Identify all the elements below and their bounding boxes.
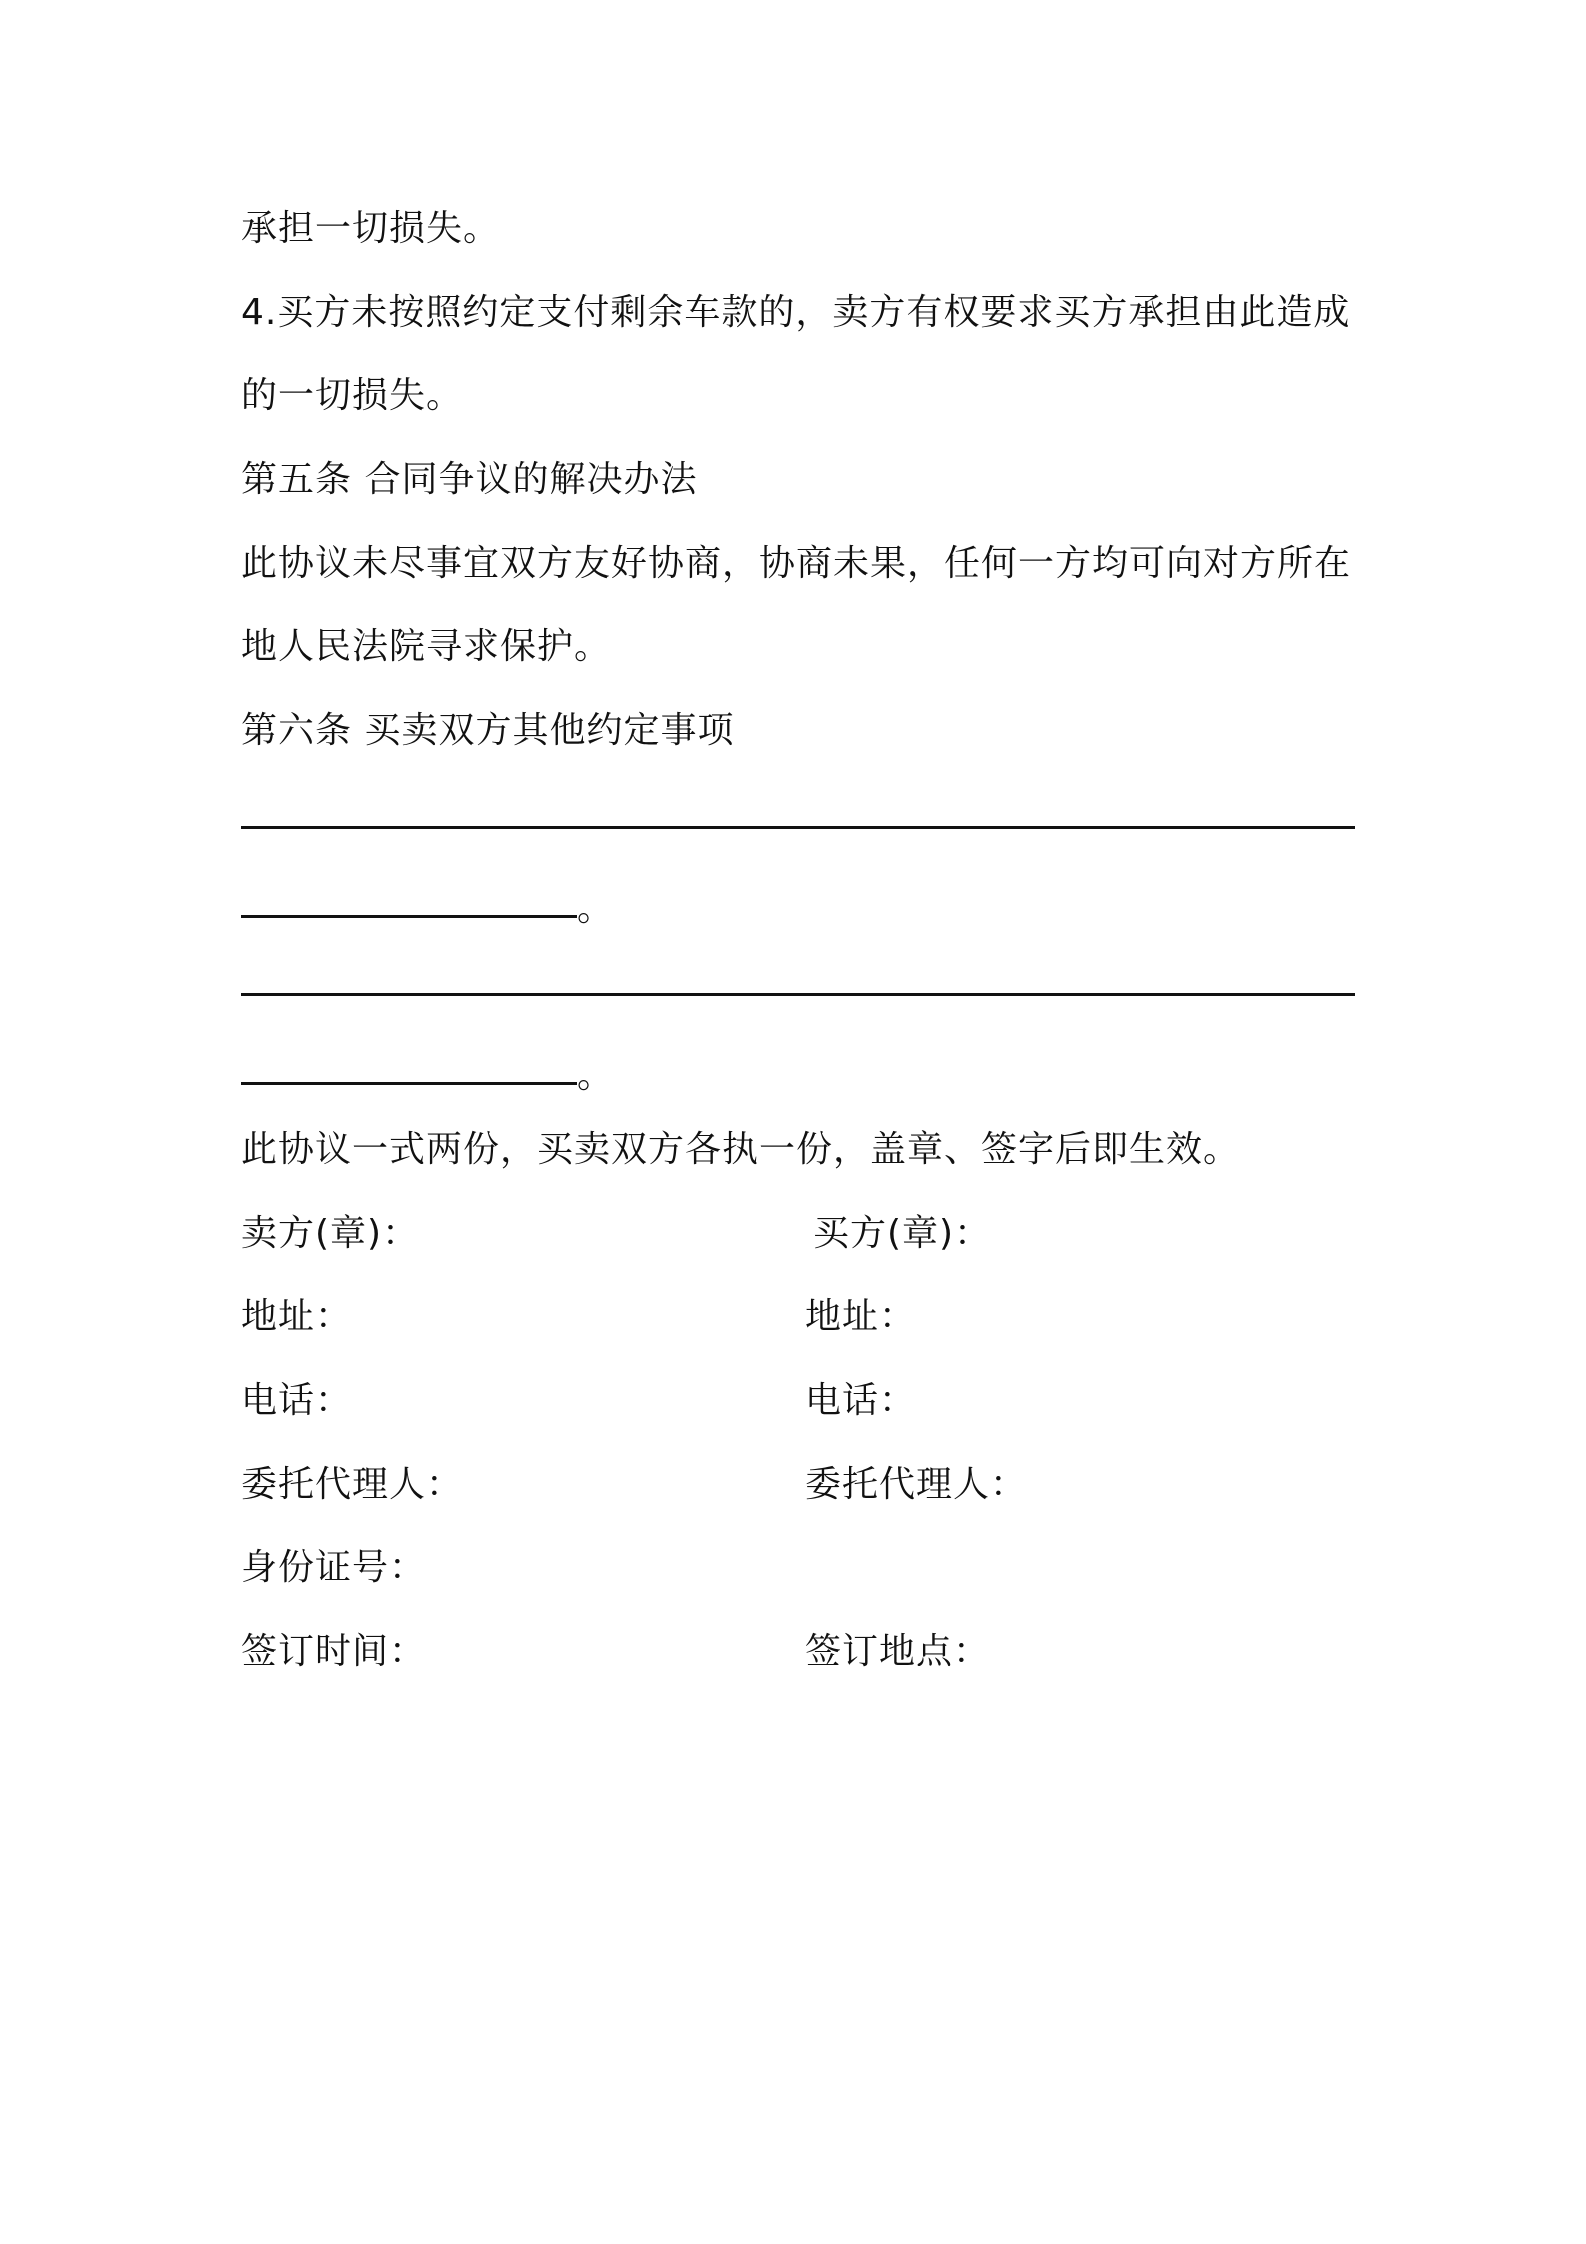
seller-phone-label: 电话： — [241, 1380, 353, 1421]
buyer-seal-label: 买方(章)： — [813, 1213, 992, 1254]
text-line: 承担一切损失。 — [241, 208, 501, 249]
seller-agent-label: 委托代理人： — [241, 1464, 464, 1505]
text-line: 此协议一式两份，买卖双方各执一份，盖章、签字后即生效。 — [241, 1129, 1241, 1170]
fill-in-line-short — [241, 1082, 577, 1085]
fill-in-line-end — [241, 883, 614, 935]
text-line: 此协议未尽事宜双方友好协商，协商未果，任何一方均可向对方所在 — [241, 543, 1352, 584]
fill-in-line-short — [241, 915, 577, 918]
buyer-address-label: 地址： — [805, 1296, 917, 1337]
sign-place-label: 签订地点： — [805, 1631, 991, 1672]
buyer-phone-label: 电话： — [805, 1380, 917, 1421]
text-line: 4.买方未按照约定支付剩余车款的，卖方有权要求买方承担由此造成 — [241, 292, 1351, 333]
period-mark: 。 — [577, 1055, 615, 1096]
period-mark: 。 — [577, 888, 615, 929]
id-number-label: 身份证号： — [241, 1547, 427, 1588]
fill-in-line-end — [241, 1050, 614, 1102]
sign-time-label: 签订时间： — [241, 1631, 427, 1672]
fill-in-line — [241, 993, 1355, 996]
buyer-agent-label: 委托代理人： — [805, 1464, 1028, 1505]
text-line: 的一切损失。 — [241, 375, 464, 416]
seller-seal-label: 卖方(章)： — [241, 1213, 420, 1254]
fill-in-line — [241, 826, 1355, 829]
article-heading: 第六条 买卖双方其他约定事项 — [241, 710, 735, 751]
article-heading: 第五条 合同争议的解决办法 — [241, 459, 698, 500]
seller-address-label: 地址： — [241, 1296, 353, 1337]
text-line: 地人民法院寻求保护。 — [241, 626, 612, 667]
